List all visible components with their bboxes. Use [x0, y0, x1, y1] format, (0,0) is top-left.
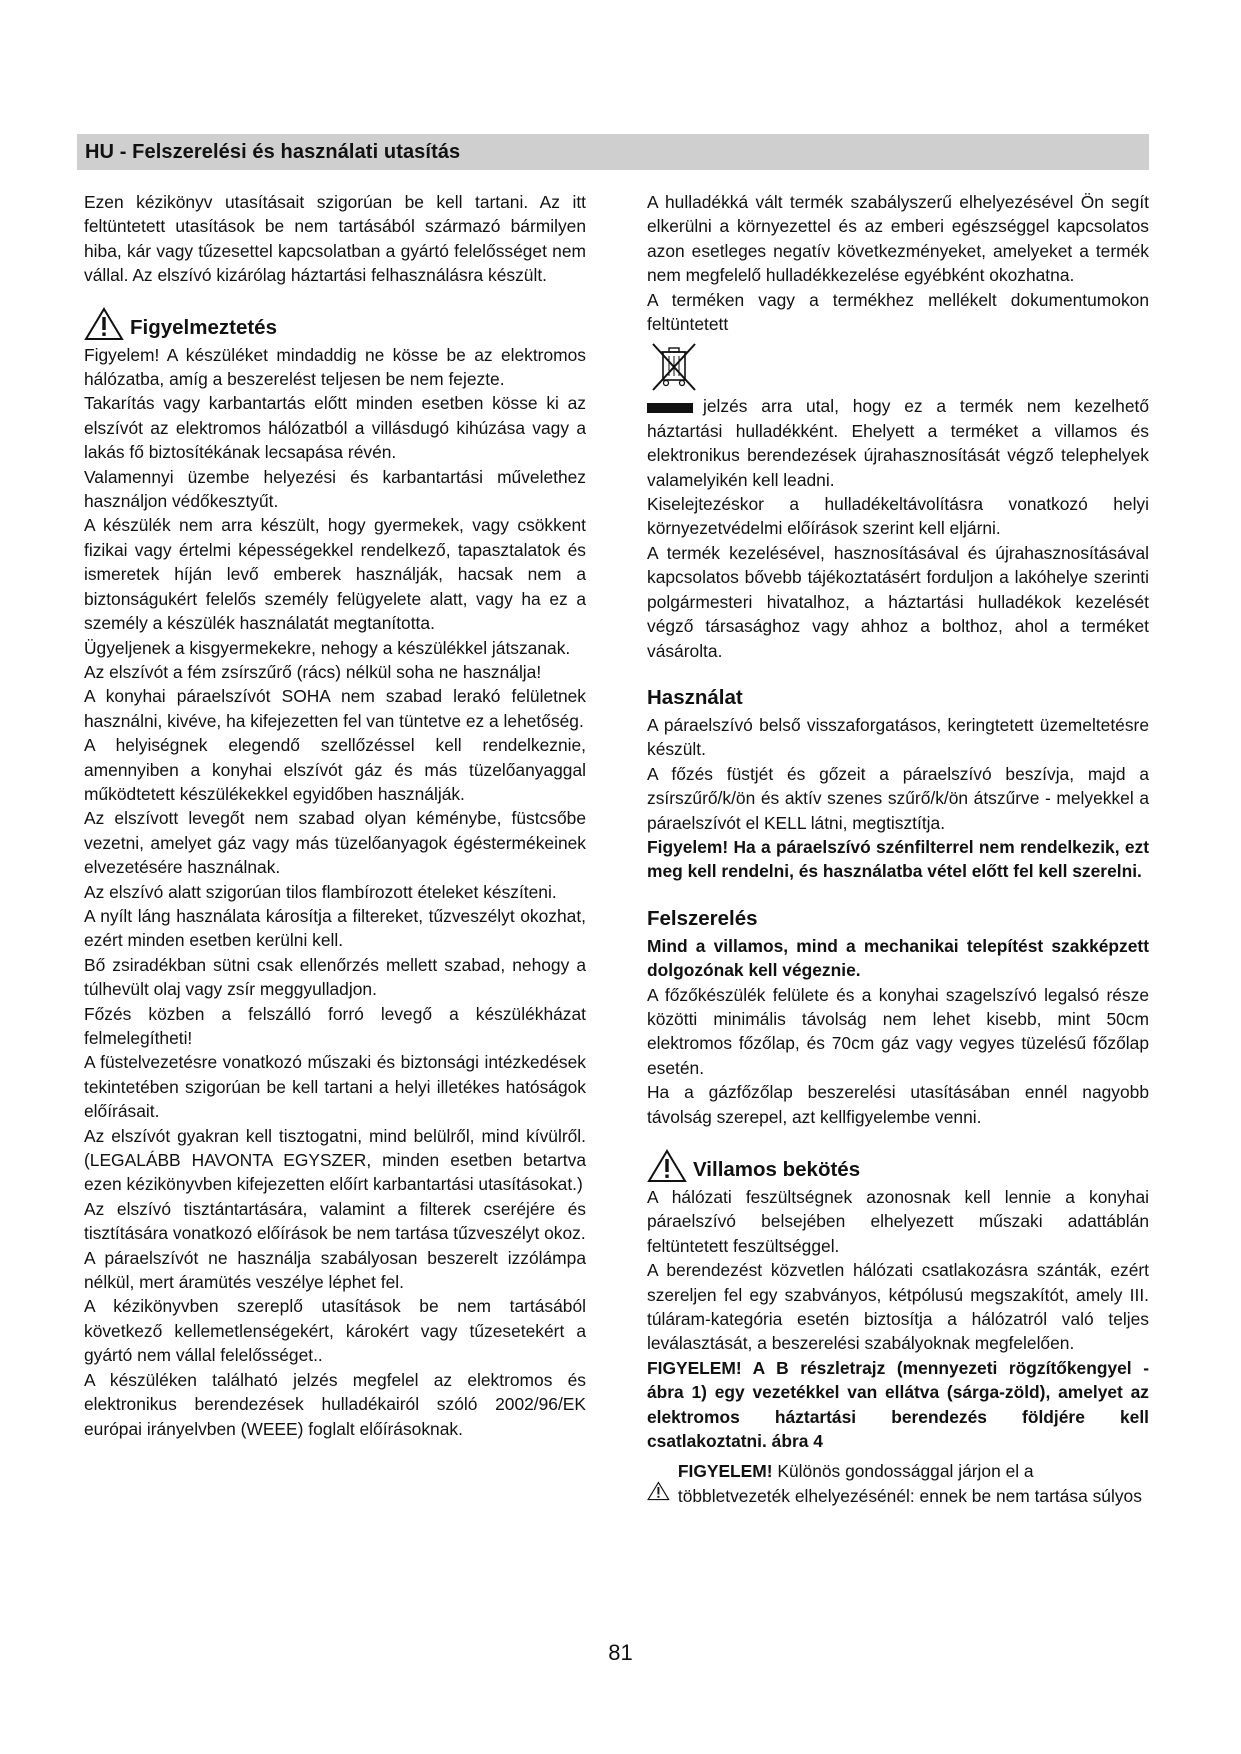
weee-black-bar: [647, 403, 693, 413]
crossed-out-bin-icon: [647, 338, 703, 394]
warning-paragraph: Az elszívott levegőt nem szabad olyan kéménybe, füstcsőbe vezetni, amelyet gáz vagy más tüzelőanyagok égéstermékeinek elvezetésére használnak.: [84, 808, 586, 878]
warning-paragraph: Ügyeljenek a kisgyermekekre, nehogy a készülékkel játszanak.: [84, 637, 571, 658]
weee-paragraph-text: jelzés arra utal, hogy ez a termék nem kezelhető háztartási hulladékként. Ehelyett a terméket a villamos és elektronikus berendezések újrahasznosítását végző telephelyek valamelyikén kell leadni.: [647, 396, 1149, 490]
electrical-heading: [647, 1149, 1149, 1183]
page-number: 81: [608, 1640, 633, 1665]
usage-paragraph: A főzés füstjét és gőzeit a páraelszívó beszívja, majd a zsírszűrő/k/ön és aktív szenes szűrő/k/ön átszűrve - melyekkel a páraelszívót el KELL látni, megtisztítja.: [647, 763, 1149, 833]
weee-paragraph: [647, 394, 1149, 492]
electrical-title: Villamos bekötés: [693, 1158, 861, 1181]
usage-paragraph: A páraelszívó belső visszaforgatásos, keringtetett üzemeltetésre készült.: [647, 714, 1149, 760]
warning-paragraph: Az elszívót a fém zsírszűrő (rács) nélkül soha ne használja!: [84, 661, 542, 682]
warning-triangle-icon: [647, 1149, 687, 1183]
warning-paragraph: Az elszívó tisztántartására, valamint a filterek cseréjére és tisztítására vonatkozó előírások be nem tartása tűzveszélyt okoz.: [84, 1198, 586, 1244]
warning-heading: [84, 307, 586, 341]
warning-paragraph: Az elszívó alatt szigorúan tilos flambírozott ételeket készíteni.: [84, 881, 557, 902]
inline-warning-text: [678, 1459, 1149, 1508]
warning-paragraph: Főzés közben a felszálló forró levegő a készülékházat felmelegítheti!: [84, 1003, 586, 1048]
warning-paragraph: A helyiségnek elegendő szellőzéssel kell rendelkeznie, amennyiben a konyhai elszívót gáz és más tüzelőanyaggal működtetett készülékekkel egyidőben használják.: [84, 735, 586, 804]
warning-paragraph: A kézikönyvben szereplő utasítások be nem tartásából következő kellemetlenségekért, károkért vagy tűzesetekért a gyártó nem vállal felelősséget..: [84, 1296, 586, 1366]
inline-warning-label: FIGYELEM!: [677, 1461, 773, 1482]
weee-paragraph: A terméken vagy a termékhez mellékelt dokumentumokon feltüntetett: [647, 289, 1149, 335]
warning-title: Figyelmeztetés: [130, 315, 277, 339]
usage-warning-paragraph: Figyelem! Ha a páraelszívó szénfilterrel nem rendelkezik, ezt meg kell rendelni, és használatba vétel előtt fel kell szerelni.: [647, 836, 1149, 882]
right-column: [647, 190, 1149, 1508]
warning-triangle-icon: [647, 1474, 670, 1508]
installation-paragraph: A főzőkészülék felülete és a konyhai szagelszívó legalsó része közötti minimális távolság nem lehet kisebb, mint 50cm elektromos főzőlap, és 70cm gáz vagy vegyes tüzelésű főzőlap esetén.: [647, 984, 1149, 1078]
electrical-paragraph: A hálózati feszültségnek azonosnak kell lennie a konyhai páraelszívó belsejében elhelyezett műszaki adattáblán feltüntetett feszültséggel.: [647, 1187, 1149, 1256]
weee-symbol-row: [647, 338, 1149, 394]
electrical-inline-warning: [647, 1459, 1149, 1508]
warning-paragraph: Valamennyi üzembe helyezési és karbantartási művelethez használjon védőkesztyűt.: [84, 466, 586, 512]
warning-paragraph: Bő zsiradékban sütni csak ellenőrzés mellett szabad, nehogy a túlhevült olaj vagy zsír meggyulladjon.: [84, 954, 586, 1000]
warning-paragraph: Takarítás vagy karbantartás előtt minden esetben kösse ki az elszívót az elektromos hálózatból a villásdugó kihúzása vagy a lakás fő biztosítékának lecsapása révén.: [84, 393, 586, 463]
weee-paragraph: A hulladékká vált termék szabályszerű elhelyezésével Ön segít elkerülni a környezettel és az emberi egészséggel kapcsolatos azon esetleges negatív következményeket, amelyeket a termék nem megfelelő hulladékkezelése egyébként okozhatna.: [647, 192, 1149, 286]
warning-triangle-icon: [84, 307, 124, 341]
weee-paragraph: A termék kezelésével, hasznosításával és újrahasznosításával kapcsolatos bővebb tájékoztatásért forduljon a lakóhelye szerinti polgármesteri hivatalhoz, a háztartási hulladékok kezelését végző társasághoz vagy ahhoz a bolthoz, ahol a terméket vásárolta.: [647, 542, 1149, 661]
section-header-bar: [77, 134, 1149, 170]
warning-paragraph: A konyhai páraelszívót SOHA nem szabad lerakó felületnek használni, kivéve, ha kifejezetten fel van tüntetve ez a lehetőség.: [84, 686, 586, 731]
section-header-title: HU - Felszerelési és használati utasítás: [85, 141, 461, 163]
inline-warning-body: Különös gondossággal járjon el a többletvezeték elhelyezésénél: ennek be nem tartása súlyos: [677, 1461, 1142, 1506]
installation-title: Felszerelés: [647, 906, 758, 930]
warning-paragraph: A készülék nem arra készült, hogy gyermekek, vagy csökkent fizikai vagy értelmi képességekkel rendelkező, tapasztalatok és ismeretek híján levő emberek használják, hacsak nem a biztonságukért felelős személy felügyelete alatt, vagy ha ez a személy a készülék használatát megtanította.: [84, 515, 586, 634]
warning-paragraph: Figyelem! A készüléket mindaddig ne kösse be az elektromos hálózatba, amíg a beszerelést teljesen be nem fejezte.: [84, 344, 586, 390]
weee-paragraph: Kiselejtezéskor a hulladékeltávolításra vonatkozó helyi környezetvédelmi előírások szerint kell eljárni.: [647, 494, 1149, 539]
warning-paragraph: A füstelvezetésre vonatkozó műszaki és biztonsági intézkedések tekintetében szigorúan be kell tartani a helyi illetékes hatóságok előírásait.: [84, 1052, 586, 1122]
warning-paragraph: A páraelszívót ne használja szabályosan beszerelt izzólámpa nélkül, mert áramütés veszélye léphet fel.: [84, 1247, 586, 1293]
warning-paragraph: A készüléken található jelzés megfelel az elektromos és elektronikus berendezések hulladékairól szóló 2002/96/EK európai irányelvben (WEEE) foglalt előírásoknak.: [84, 1369, 586, 1439]
warning-paragraph: A nyílt láng használata károsítja a filtereket, tűzveszélyt okozhat, ezért minden esetben kerülni kell.: [84, 905, 586, 951]
electrical-warning-paragraph: FIGYELEM! A B részletrajz (mennyezeti rögzítőkengyel - ábra 1) egy vezetékkel van ellátva (sárga-zöld), amelyet az elektromos háztartási berendezés földjére kell csatlakoztatni. ábra 4: [647, 1357, 1149, 1452]
warning-paragraph: Az elszívót gyakran kell tisztogatni, mind belülről, mind kívülről. (LEGALÁBB HAVONTA EGYSZER, minden esetben betartva ezen kézikönyvben kifejezetten előírt karbantartási utasításokat.): [84, 1125, 586, 1195]
electrical-paragraph: A berendezést közvetlen hálózati csatlakozásra szánták, ezért szereljen fel egy szabványos, kétpólusú megszakítót, amely III. túláram-kategória esetén biztosítja a hálózatról való teljes leválasztását, a beszerelési szabályoknak megfelelően.: [647, 1260, 1149, 1354]
left-column: [84, 190, 586, 1441]
installation-paragraph: Ha a gázfőzőlap beszerelési utasításában ennél nagyobb távolság szerepel, azt kellfigyelembe venni.: [647, 1082, 1149, 1127]
intro-paragraph: Ezen kézikönyv utasításait szigorúan be kell tartani. Az itt feltüntetett utasítások be nem tartásából származó bármilyen hiba, kár vagy tűzesettel kapcsolatban a gyártó felelősséget nem vállal. Az elszívó kizárólag háztartási felhasználásra készült.: [84, 192, 586, 286]
usage-title: Használat: [647, 685, 743, 709]
installation-bold-paragraph: Mind a villamos, mind a mechanikai telepítést szakképzett dolgozónak kell végeznie.: [647, 935, 1149, 981]
